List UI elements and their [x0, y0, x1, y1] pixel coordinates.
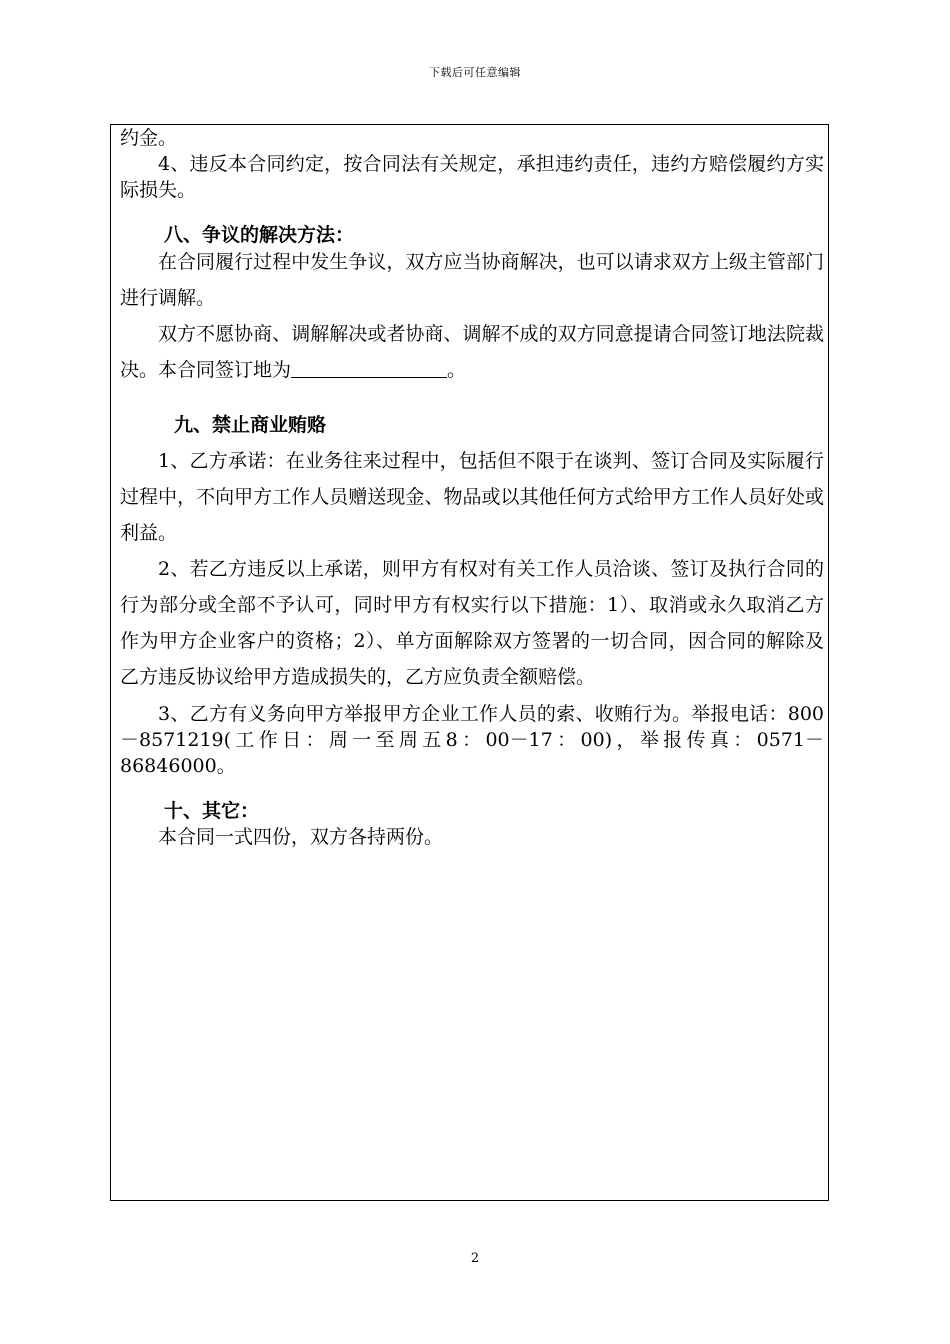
contract-body	[120, 125, 824, 850]
section-9-heading: 九、禁止商业贿赂	[174, 414, 327, 436]
section-8-para-2	[120, 316, 824, 388]
continued-text: 约金。	[120, 127, 178, 149]
signing-place-blank[interactable]	[291, 359, 447, 378]
section-9-clause-1: 1、乙方承诺：在业务往来过程中，包括但不限于在谈判、签订合同及实际履行过程中，不向甲方工作人员赠送现金、物品或以其他任何方式给甲方工作人员好处或利益。	[120, 450, 824, 544]
section-8-heading: 八、争议的解决方法：	[164, 224, 355, 246]
section-8-para-2-text: 双方不愿协商、调解解决或者协商、调解不成的双方同意提请合同签订地法院裁决。本合同签订地为	[120, 323, 824, 381]
section-10-para-1: 本合同一式四份，双方各持两份。	[158, 826, 444, 848]
section-8-para-1: 在合同履行过程中发生争议，双方应当协商解决，也可以请求双方上级主管部门进行调解。	[120, 251, 824, 309]
section-8-para-2-end: 。	[447, 359, 467, 381]
content-frame	[110, 124, 829, 1201]
section-10-heading: 十、其它：	[164, 800, 260, 822]
section-9-clause-3: 3、乙方有义务向甲方举报甲方企业工作人员的索、收贿行为。举报电话：800－8571219(工作日：周一至周五8：00－17：00)，举报传真：0571－86846000。	[120, 703, 824, 777]
clause-7-4: 4、违反本合同约定，按合同法有关规定，承担违约责任，违约方赔偿履约方实际损失。	[120, 153, 824, 201]
page-number: 2	[470, 1251, 480, 1266]
section-9-clause-2: 2、若乙方违反以上承诺，则甲方有权对有关工作人员洽谈、签订及执行合同的行为部分或全部不予认可，同时甲方有权实行以下措施：1）、取消或永久取消乙方作为甲方企业客户的资格；2）、单方面解除双方签署的一切合同，因合同的解除及乙方违反协议给甲方造成损失的，乙方应负责全额赔偿。	[120, 558, 824, 688]
page-header: 下载后可任意编辑	[429, 66, 521, 79]
